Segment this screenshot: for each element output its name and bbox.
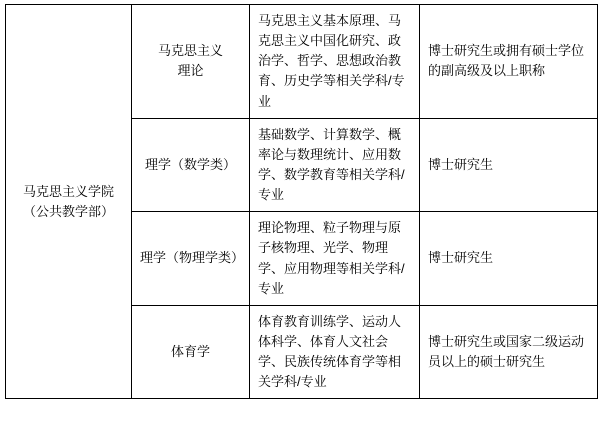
degree-cell: 博士研究生 [420, 118, 598, 212]
detail-cell: 马克思主义基本原理、马克思主义中国化研究、政治学、哲学、思想政治教育、历史学等相关学科/专业 [250, 5, 420, 119]
unit-name-line1: 马克思主义学院 [22, 183, 114, 199]
detail-cell: 理论物理、粒子物理与原子核物理、光学、物理学、应用物理等相关学科/专业 [250, 212, 420, 306]
major-cell [132, 118, 250, 212]
degree-cell: 博士研究生或国家二级运动员以上的硕士研究生 [420, 305, 598, 399]
major-cell [132, 305, 250, 399]
unit-name-line2: （公共教学部） [22, 203, 114, 219]
major-label-line2: 理论 [177, 63, 204, 79]
unit-cell [6, 5, 132, 399]
degree-cell: 博士研究生或拥有硕士学位的副高级及以上职称 [420, 5, 598, 119]
major-label-line1: 理学（物理学类） [140, 250, 245, 266]
major-label-line1: 马克思主义 [157, 43, 223, 59]
major-cell [132, 212, 250, 306]
major-label-line1: 体育学 [170, 344, 210, 360]
detail-cell: 体育教育训练学、运动人体科学、体育人文社会学、民族传统体育学等相关学科/专业 [250, 305, 420, 399]
table-row [6, 5, 598, 119]
detail-cell: 基础数学、计算数学、概率论与数理统计、应用数学、数学教育等相关学科/专业 [250, 118, 420, 212]
document-page [0, 4, 609, 442]
major-label-line1: 理学（数学类） [144, 156, 236, 172]
degree-cell: 博士研究生 [420, 212, 598, 306]
major-cell [132, 5, 250, 119]
recruitment-requirements-table [5, 4, 598, 399]
